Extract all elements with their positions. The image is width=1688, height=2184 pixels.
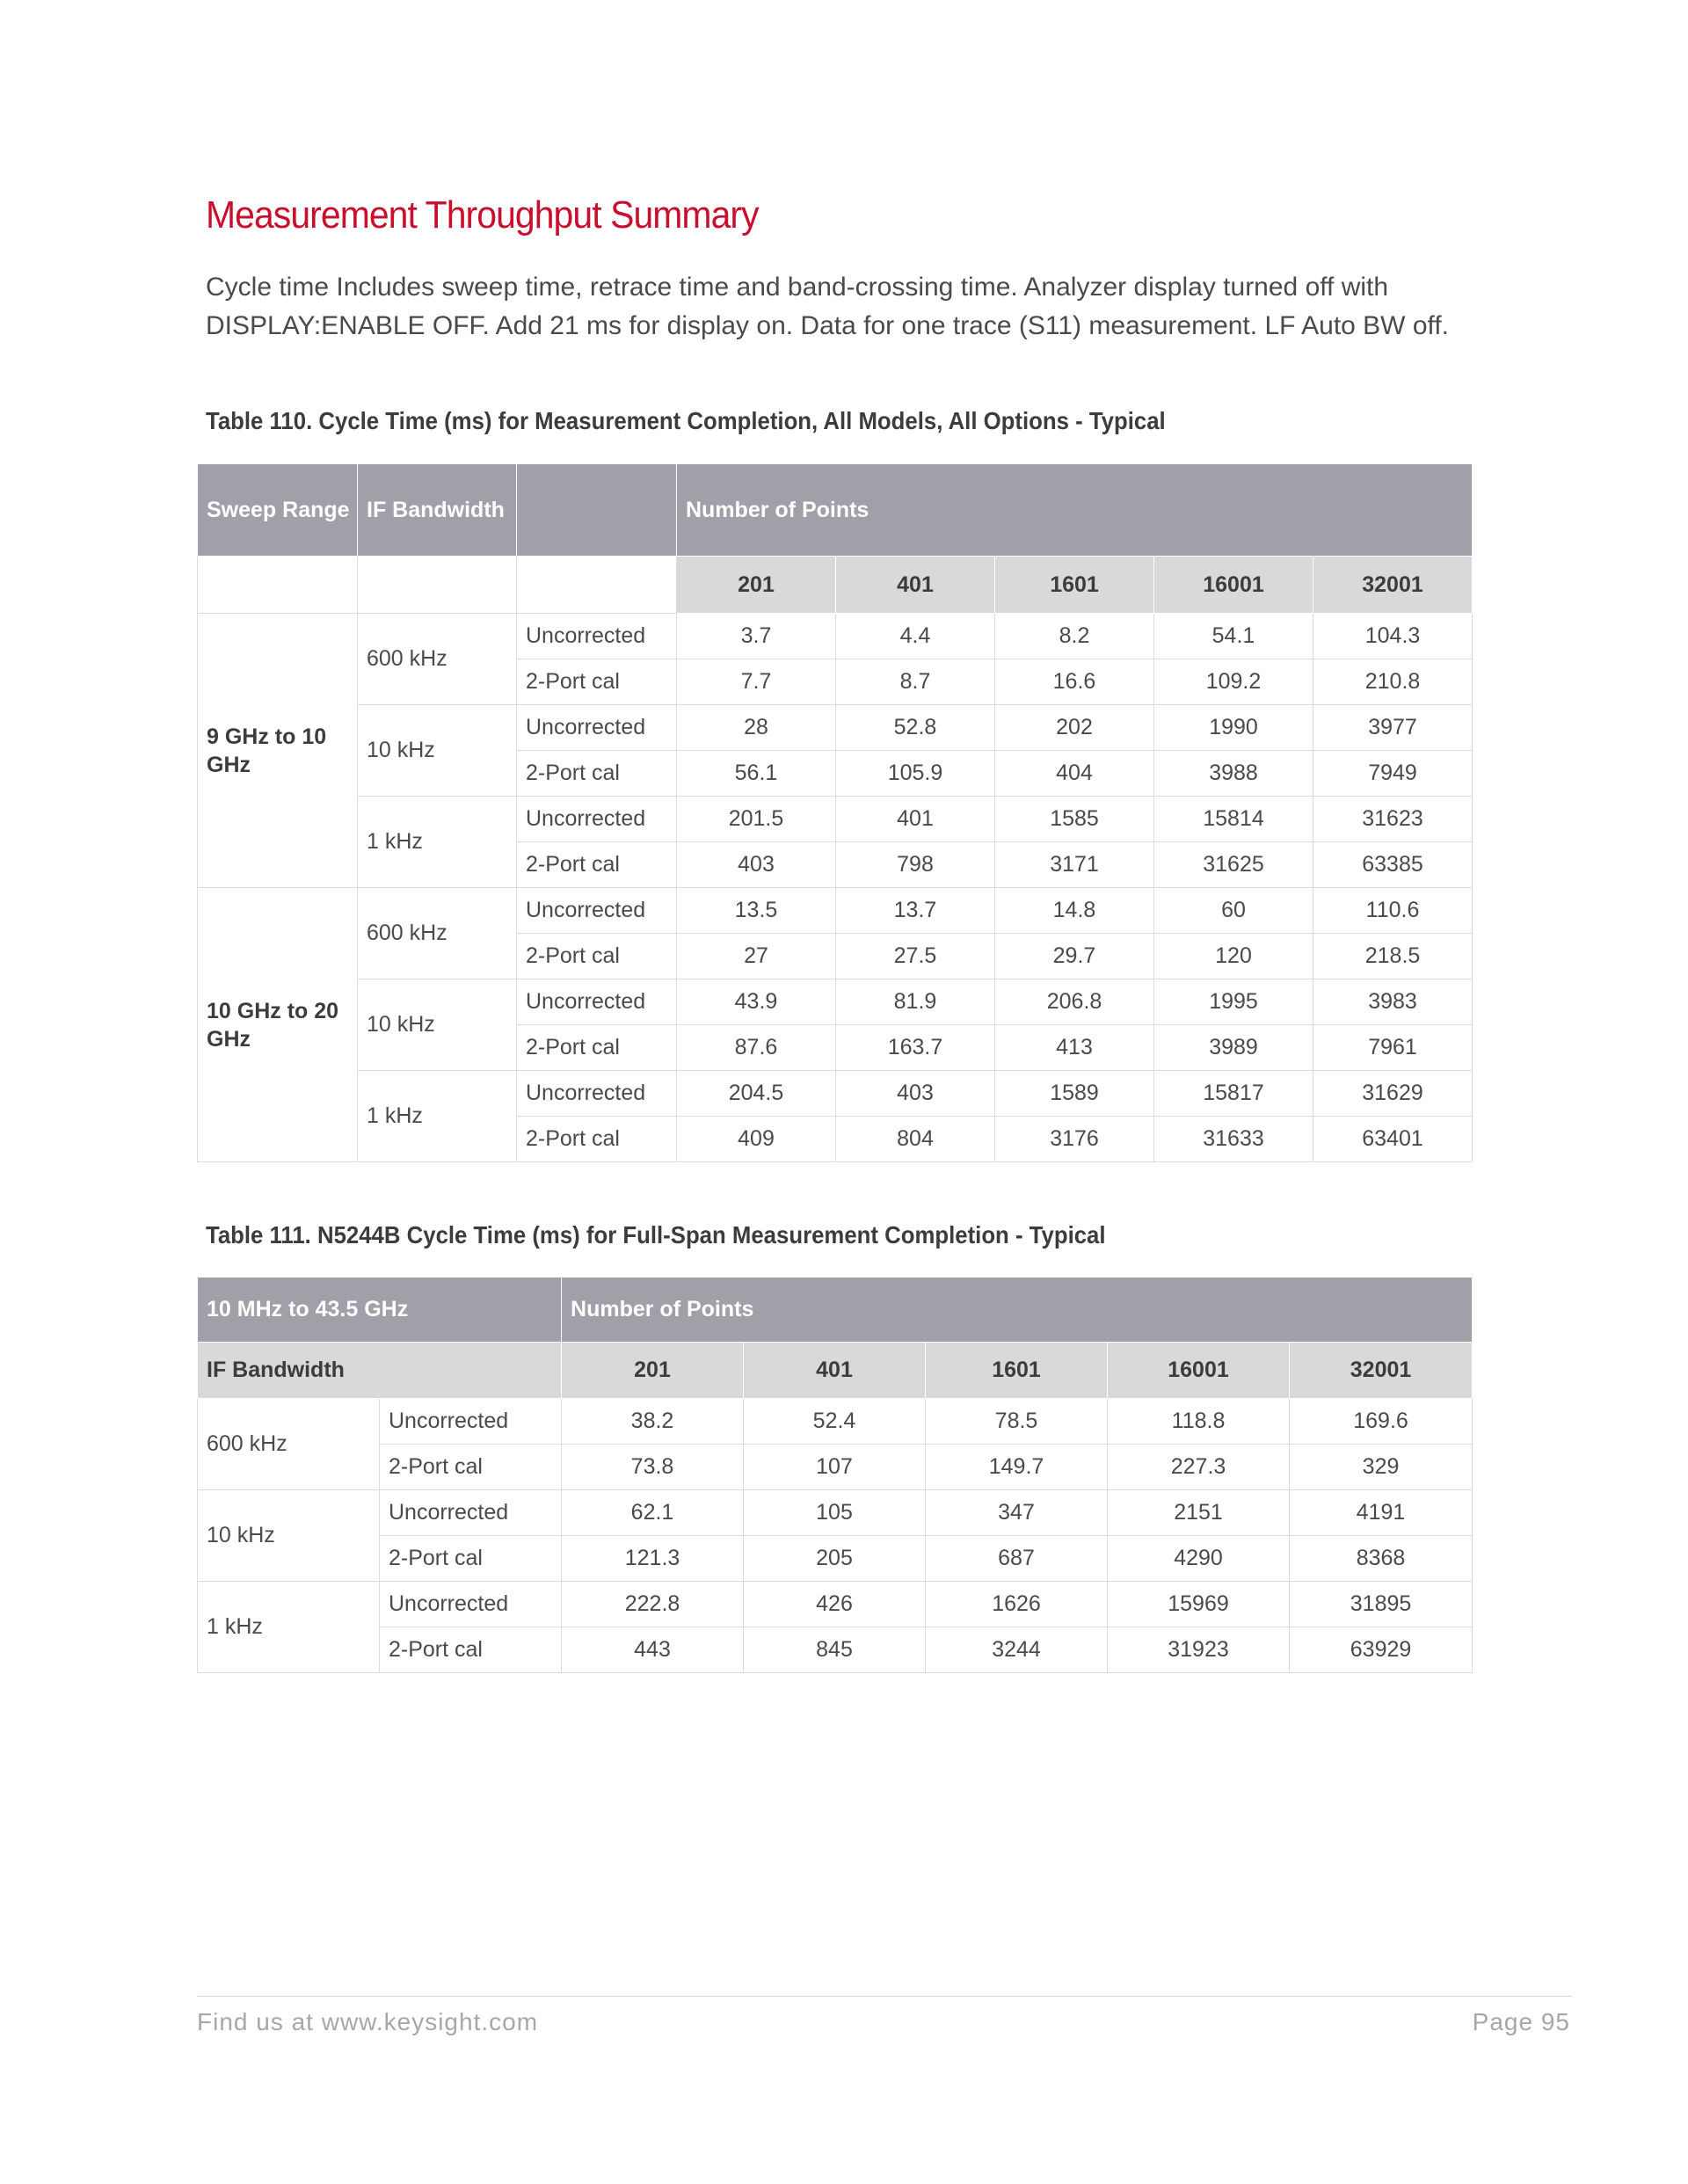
correction-label: Uncorrected [517, 888, 677, 934]
value-cell: 8.7 [836, 659, 995, 705]
value-cell: 413 [995, 1025, 1154, 1071]
points-header: 1601 [926, 1343, 1108, 1399]
value-cell: 13.7 [836, 888, 995, 934]
value-cell: 1995 [1154, 979, 1313, 1025]
header-number-of-points: Number of Points [562, 1278, 1473, 1343]
value-cell: 60 [1154, 888, 1313, 934]
header-if-bandwidth: IF Bandwidth [358, 464, 517, 557]
table-110 [197, 463, 1473, 1162]
value-cell: 13.5 [677, 888, 836, 934]
table-111 [197, 1277, 1473, 1673]
table-row [198, 1399, 1473, 1445]
points-header: 401 [744, 1343, 926, 1399]
value-cell: 204.5 [677, 1071, 836, 1117]
value-cell: 3176 [995, 1117, 1154, 1162]
points-header: 16001 [1108, 1343, 1290, 1399]
value-cell: 56.1 [677, 751, 836, 797]
value-cell: 121.3 [562, 1536, 744, 1582]
correction-label: 2-Port cal [380, 1445, 562, 1490]
value-cell: 403 [836, 1071, 995, 1117]
blank-cell [198, 557, 358, 614]
correction-label: Uncorrected [517, 614, 677, 659]
if-bandwidth-cell: 1 kHz [358, 1071, 517, 1162]
value-cell: 3.7 [677, 614, 836, 659]
value-cell: 43.9 [677, 979, 836, 1025]
sweep-range-cell: 10 GHz to 20 GHz [198, 888, 358, 1162]
correction-label: Uncorrected [517, 979, 677, 1025]
table-header-row [198, 464, 1473, 557]
value-cell: 87.6 [677, 1025, 836, 1071]
value-cell: 8.2 [995, 614, 1154, 659]
blank-cell [517, 557, 677, 614]
value-cell: 845 [744, 1627, 926, 1673]
correction-label: 2-Port cal [380, 1627, 562, 1673]
value-cell: 38.2 [562, 1399, 744, 1445]
value-cell: 8368 [1290, 1536, 1473, 1582]
value-cell: 63929 [1290, 1627, 1473, 1673]
value-cell: 104.3 [1313, 614, 1473, 659]
value-cell: 14.8 [995, 888, 1154, 934]
table-111-caption: Table 111. N5244B Cycle Time (ms) for Full-Span Measurement Completion - Typical [206, 1221, 1106, 1249]
value-cell: 31625 [1154, 842, 1313, 888]
header-blank [517, 464, 677, 557]
value-cell: 3244 [926, 1627, 1108, 1673]
correction-label: 2-Port cal [517, 1117, 677, 1162]
table-row [198, 888, 1473, 934]
value-cell: 1589 [995, 1071, 1154, 1117]
value-cell: 29.7 [995, 934, 1154, 979]
value-cell: 31895 [1290, 1582, 1473, 1627]
value-cell: 4191 [1290, 1490, 1473, 1536]
table-row [198, 1071, 1473, 1117]
table-row [198, 1582, 1473, 1627]
value-cell: 31633 [1154, 1117, 1313, 1162]
points-header: 201 [677, 557, 836, 614]
value-cell: 201.5 [677, 797, 836, 842]
if-bandwidth-cell: 10 kHz [358, 705, 517, 797]
value-cell: 443 [562, 1627, 744, 1673]
value-cell: 4290 [1108, 1536, 1290, 1582]
if-bandwidth-cell: 10 kHz [198, 1490, 380, 1582]
value-cell: 62.1 [562, 1490, 744, 1536]
points-header: 32001 [1313, 557, 1473, 614]
points-header: 401 [836, 557, 995, 614]
blank-cell [358, 557, 517, 614]
table-row [198, 1445, 1473, 1490]
page-title: Measurement Throughput Summary [206, 193, 759, 237]
correction-label: 2-Port cal [517, 1025, 677, 1071]
value-cell: 54.1 [1154, 614, 1313, 659]
table-row [198, 1490, 1473, 1536]
points-header: 1601 [995, 557, 1154, 614]
if-bandwidth-cell: 600 kHz [358, 614, 517, 705]
value-cell: 2151 [1108, 1490, 1290, 1536]
value-cell: 3989 [1154, 1025, 1313, 1071]
value-cell: 3983 [1313, 979, 1473, 1025]
correction-label: Uncorrected [517, 797, 677, 842]
value-cell: 52.4 [744, 1399, 926, 1445]
value-cell: 403 [677, 842, 836, 888]
value-cell: 1585 [995, 797, 1154, 842]
value-cell: 409 [677, 1117, 836, 1162]
points-header: 16001 [1154, 557, 1313, 614]
value-cell: 227.3 [1108, 1445, 1290, 1490]
value-cell: 426 [744, 1582, 926, 1627]
value-cell: 31623 [1313, 797, 1473, 842]
value-cell: 15969 [1108, 1582, 1290, 1627]
if-bandwidth-cell: 1 kHz [358, 797, 517, 888]
value-cell: 401 [836, 797, 995, 842]
value-cell: 1990 [1154, 705, 1313, 751]
correction-label: Uncorrected [517, 705, 677, 751]
footer-website: Find us at www.keysight.com [197, 2008, 539, 2035]
table-row [198, 705, 1473, 751]
value-cell: 202 [995, 705, 1154, 751]
value-cell: 4.4 [836, 614, 995, 659]
if-bandwidth-cell: 600 kHz [358, 888, 517, 979]
value-cell: 3171 [995, 842, 1154, 888]
value-cell: 109.2 [1154, 659, 1313, 705]
value-cell: 107 [744, 1445, 926, 1490]
value-cell: 222.8 [562, 1582, 744, 1627]
correction-label: 2-Port cal [517, 934, 677, 979]
sweep-range-cell: 9 GHz to 10 GHz [198, 614, 358, 888]
value-cell: 210.8 [1313, 659, 1473, 705]
correction-label: Uncorrected [380, 1399, 562, 1445]
intro-paragraph: Cycle time Includes sweep time, retrace time and band-crossing time. Analyzer display turned off with DISPLAY:ENABLE OFF. Add 21 ms for display on. Data for one trace (S11) measurement. LF Auto BW off. [206, 273, 1449, 340]
value-cell: 149.7 [926, 1445, 1108, 1490]
value-cell: 329 [1290, 1445, 1473, 1490]
table-row [198, 1627, 1473, 1673]
value-cell: 347 [926, 1490, 1108, 1536]
value-cell: 105.9 [836, 751, 995, 797]
correction-label: 2-Port cal [517, 842, 677, 888]
value-cell: 15817 [1154, 1071, 1313, 1117]
table-points-row [198, 557, 1473, 614]
table-row [198, 797, 1473, 842]
value-cell: 28 [677, 705, 836, 751]
value-cell: 404 [995, 751, 1154, 797]
header-range: 10 MHz to 43.5 GHz [198, 1278, 562, 1343]
table-row [198, 1536, 1473, 1582]
correction-label: 2-Port cal [517, 751, 677, 797]
value-cell: 118.8 [1108, 1399, 1290, 1445]
value-cell: 7.7 [677, 659, 836, 705]
if-bandwidth-cell: 10 kHz [358, 979, 517, 1071]
correction-label: 2-Port cal [517, 659, 677, 705]
table-points-row [198, 1343, 1473, 1399]
page-number: Page 95 [1472, 2008, 1570, 2035]
header-sweep-range: Sweep Range [198, 464, 358, 557]
value-cell: 120 [1154, 934, 1313, 979]
value-cell: 27 [677, 934, 836, 979]
table-header-row [198, 1278, 1473, 1343]
value-cell: 15814 [1154, 797, 1313, 842]
correction-label: Uncorrected [380, 1490, 562, 1536]
value-cell: 27.5 [836, 934, 995, 979]
value-cell: 218.5 [1313, 934, 1473, 979]
table-row [198, 979, 1473, 1025]
value-cell: 3977 [1313, 705, 1473, 751]
value-cell: 3988 [1154, 751, 1313, 797]
value-cell: 105 [744, 1490, 926, 1536]
value-cell: 81.9 [836, 979, 995, 1025]
value-cell: 163.7 [836, 1025, 995, 1071]
value-cell: 205 [744, 1536, 926, 1582]
value-cell: 798 [836, 842, 995, 888]
if-bandwidth-cell: 1 kHz [198, 1582, 380, 1673]
points-header: 201 [562, 1343, 744, 1399]
value-cell: 110.6 [1313, 888, 1473, 934]
value-cell: 63401 [1313, 1117, 1473, 1162]
value-cell: 16.6 [995, 659, 1154, 705]
value-cell: 31923 [1108, 1627, 1290, 1673]
footer-divider [197, 1996, 1572, 1997]
header-number-of-points: Number of Points [677, 464, 1473, 557]
correction-label: Uncorrected [517, 1071, 677, 1117]
correction-label: 2-Port cal [380, 1536, 562, 1582]
value-cell: 1626 [926, 1582, 1108, 1627]
correction-label: Uncorrected [380, 1582, 562, 1627]
header-if-bandwidth: IF Bandwidth [198, 1343, 562, 1399]
value-cell: 206.8 [995, 979, 1154, 1025]
value-cell: 31629 [1313, 1071, 1473, 1117]
value-cell: 169.6 [1290, 1399, 1473, 1445]
value-cell: 63385 [1313, 842, 1473, 888]
value-cell: 78.5 [926, 1399, 1108, 1445]
value-cell: 804 [836, 1117, 995, 1162]
value-cell: 73.8 [562, 1445, 744, 1490]
table-110-caption: Table 110. Cycle Time (ms) for Measurement Completion, All Models, All Options - Typical [206, 407, 1166, 434]
table-row [198, 614, 1473, 659]
value-cell: 687 [926, 1536, 1108, 1582]
value-cell: 52.8 [836, 705, 995, 751]
value-cell: 7961 [1313, 1025, 1473, 1071]
value-cell: 7949 [1313, 751, 1473, 797]
if-bandwidth-cell: 600 kHz [198, 1399, 380, 1490]
points-header: 32001 [1290, 1343, 1473, 1399]
